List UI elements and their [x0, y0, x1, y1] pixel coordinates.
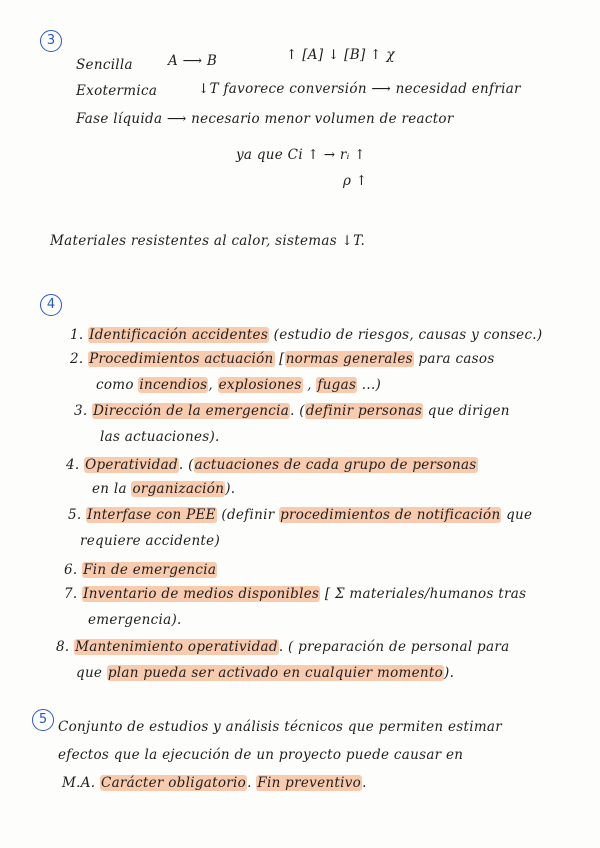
s3-line-6-text: Materiales resistentes al calor, sistemas ↓T. — [50, 233, 366, 249]
item-text-2: para casos — [413, 351, 495, 367]
s3-line-2-label: Exotermica — [76, 83, 158, 99]
item-highlight: explosiones — [218, 377, 302, 393]
item-text: . ( — [290, 403, 305, 419]
item-highlight: Fin de emergencia — [83, 562, 217, 578]
item-highlight: incendios — [139, 377, 208, 393]
item-highlight-2: actuaciones de cada grupo de personas — [194, 457, 477, 473]
line-text: . — [362, 775, 367, 791]
item-text: [ Σ materiales/humanos tras — [320, 586, 527, 602]
s3-line-1-effects: ↑ [A] ↓ [B] ↑ χ — [286, 47, 395, 63]
item-highlight: Operatividad — [85, 457, 178, 473]
item-highlight: Inventario de medios disponibles — [83, 586, 320, 602]
s4-item-8-cont — [76, 664, 454, 682]
s4-item-6 — [64, 561, 217, 579]
s4-item-3 — [74, 402, 510, 420]
line-highlight: Fin preventivo — [257, 775, 362, 791]
item-text: ...) — [357, 377, 382, 393]
item-text: [ — [274, 351, 285, 367]
s5-line-2: efectos que la ejecución de un proyecto puede causar en — [58, 747, 464, 763]
item-highlight: Dirección de la emergencia — [93, 403, 290, 419]
item-number: 8. — [56, 639, 70, 655]
line-text: M.A. — [62, 775, 100, 791]
item-highlight: Interfase con PEE — [87, 507, 216, 523]
section-number-5: 5 — [32, 709, 54, 731]
s4-item-4 — [66, 456, 478, 474]
s4-item-5-cont: requiere accidente) — [80, 533, 221, 549]
s3-line-1-reaction: A ⟶ B — [168, 53, 218, 69]
s4-item-8 — [56, 638, 509, 656]
s3-line-5-text: ρ ↑ — [343, 173, 368, 189]
item-text: . ( preparación de personal para — [278, 639, 510, 655]
s5-line-1: Conjunto de estudios y análisis técnicos que permiten estimar — [58, 719, 503, 735]
item-text: en la — [92, 481, 132, 497]
s3-line-2-text: ↓T favorece conversión ⟶ necesidad enfriar — [198, 81, 521, 97]
item-text: (estudio de riesgos, causas y consec.) — [269, 327, 543, 343]
section-number-4: 4 — [40, 294, 62, 316]
item-highlight: plan pueda ser activado en cualquier momento — [107, 665, 444, 681]
item-text: ). — [225, 481, 236, 497]
s3-line-3-text: Fase líquida ⟶ necesario menor volumen de reactor — [76, 111, 454, 127]
item-text: (definir — [216, 507, 280, 523]
item-highlight: Identificación accidentes — [89, 327, 269, 343]
item-highlight-2: normas generales — [285, 351, 413, 367]
line-text: . — [247, 775, 257, 791]
item-text-2: que dirigen — [423, 403, 510, 419]
s4-item-2-cont — [96, 376, 381, 394]
item-text: . ( — [178, 457, 194, 473]
item-number: 2. — [70, 351, 84, 367]
s4-item-7-cont: emergencia). — [88, 612, 182, 628]
line-highlight: Carácter obligatorio — [100, 775, 247, 791]
item-highlight-2: definir personas — [305, 403, 423, 419]
item-highlight: Mantenimiento operatividad — [75, 639, 278, 655]
item-text-2: que — [501, 507, 533, 523]
item-text: como — [96, 377, 139, 393]
s4-item-3-cont: las actuaciones). — [100, 429, 220, 445]
item-number: 1. — [70, 327, 84, 343]
s4-item-5 — [68, 506, 532, 524]
section-number-3: 3 — [40, 30, 62, 52]
s4-item-7 — [64, 585, 526, 603]
item-number: 4. — [66, 457, 80, 473]
item-number: 5. — [68, 507, 82, 523]
item-text: , — [302, 377, 317, 393]
item-highlight-2: procedimientos de notificación — [280, 507, 501, 523]
item-number: 6. — [64, 562, 78, 578]
s4-item-4-cont — [92, 480, 235, 498]
s4-item-2 — [70, 350, 495, 368]
item-highlight: organización — [132, 481, 225, 497]
item-text: que — [76, 665, 107, 681]
s5-line-3 — [62, 774, 367, 792]
item-number: 7. — [64, 586, 78, 602]
item-text: , — [208, 377, 218, 393]
item-highlight: Procedimientos actuación — [89, 351, 274, 367]
s3-line-1-label: Sencilla — [76, 57, 133, 73]
item-text: ). — [444, 665, 455, 681]
s3-line-4-text: ya que Ci ↑ → rᵢ ↑ — [236, 147, 366, 163]
item-number: 3. — [74, 403, 88, 419]
s4-item-1 — [70, 326, 542, 344]
item-highlight: fugas — [317, 377, 357, 393]
